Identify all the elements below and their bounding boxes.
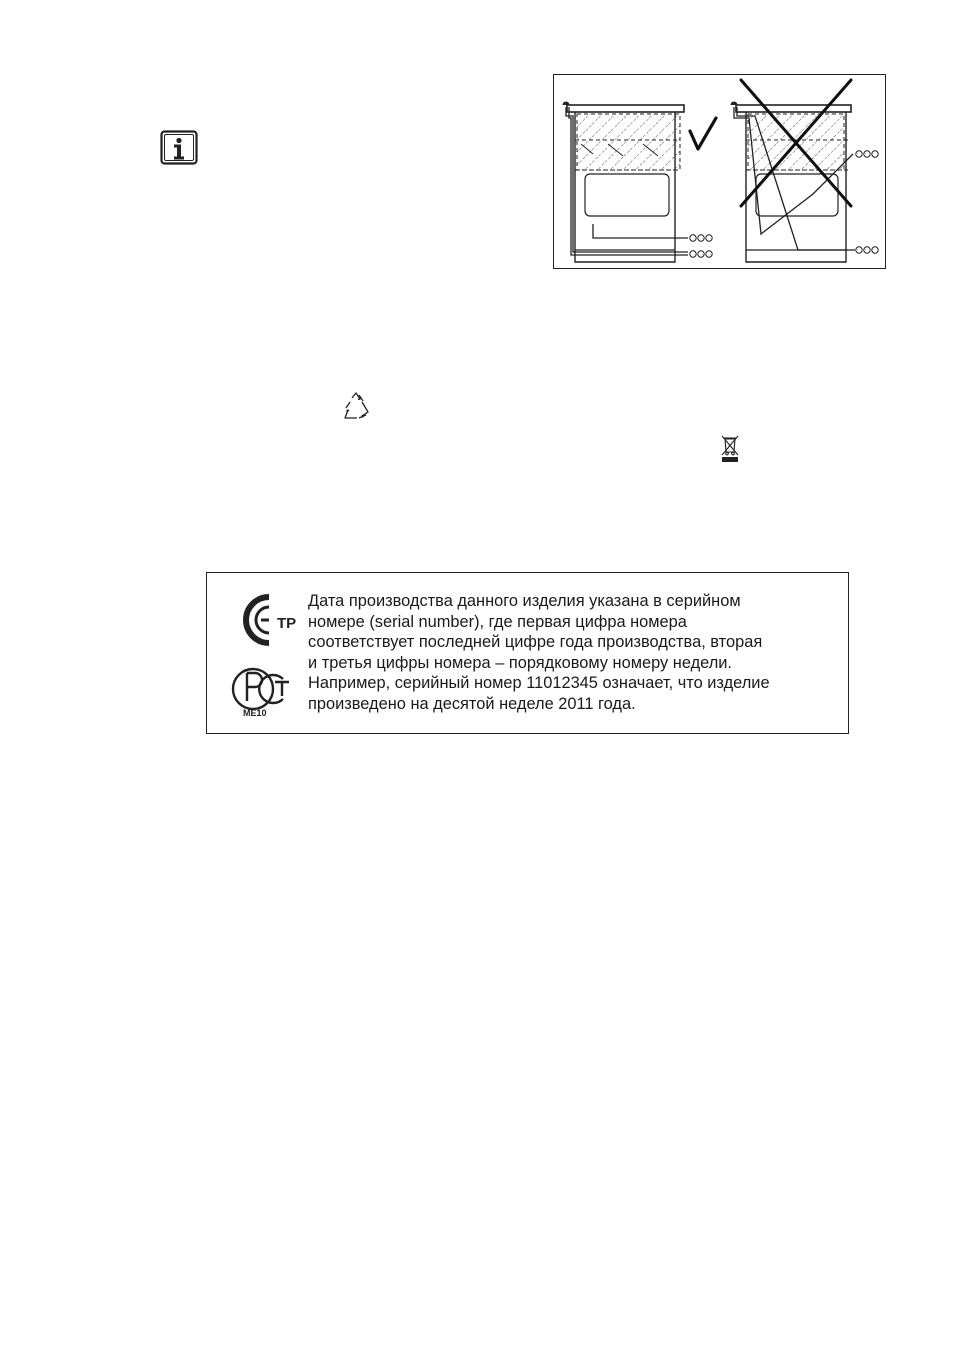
crossed-out-wheelie-bin-icon — [719, 433, 741, 463]
production-date-notice — [206, 572, 849, 734]
recycle-icon — [341, 391, 371, 421]
incorrect-installation — [731, 102, 878, 262]
notice-line: Например, серийный номер 11012345 означает, что изделие — [308, 674, 770, 692]
notice-line: номере (serial number), где первая цифра номера — [308, 612, 687, 631]
svg-text:ME10: ME10 — [243, 708, 267, 718]
certification-logos — [231, 589, 297, 719]
info-icon — [160, 130, 198, 165]
correct-installation — [563, 102, 712, 262]
svg-text:ТР: ТР — [277, 615, 297, 632]
tr-certification-mark — [246, 597, 269, 643]
notice-line: Дата производства данного изделия указана в серийном — [308, 592, 741, 610]
checkmark-icon — [690, 118, 716, 149]
notice-line: соответствует последней цифре года производства, вторая — [308, 633, 763, 651]
notice-line: и третья цифры номера – порядковому номеру недели. — [308, 653, 732, 672]
notice-line: произведено на десятой неделе 2011 года. — [308, 694, 636, 713]
notice-text — [308, 591, 843, 714]
pct-certification-mark — [233, 669, 289, 709]
installation-diagram — [553, 74, 886, 269]
